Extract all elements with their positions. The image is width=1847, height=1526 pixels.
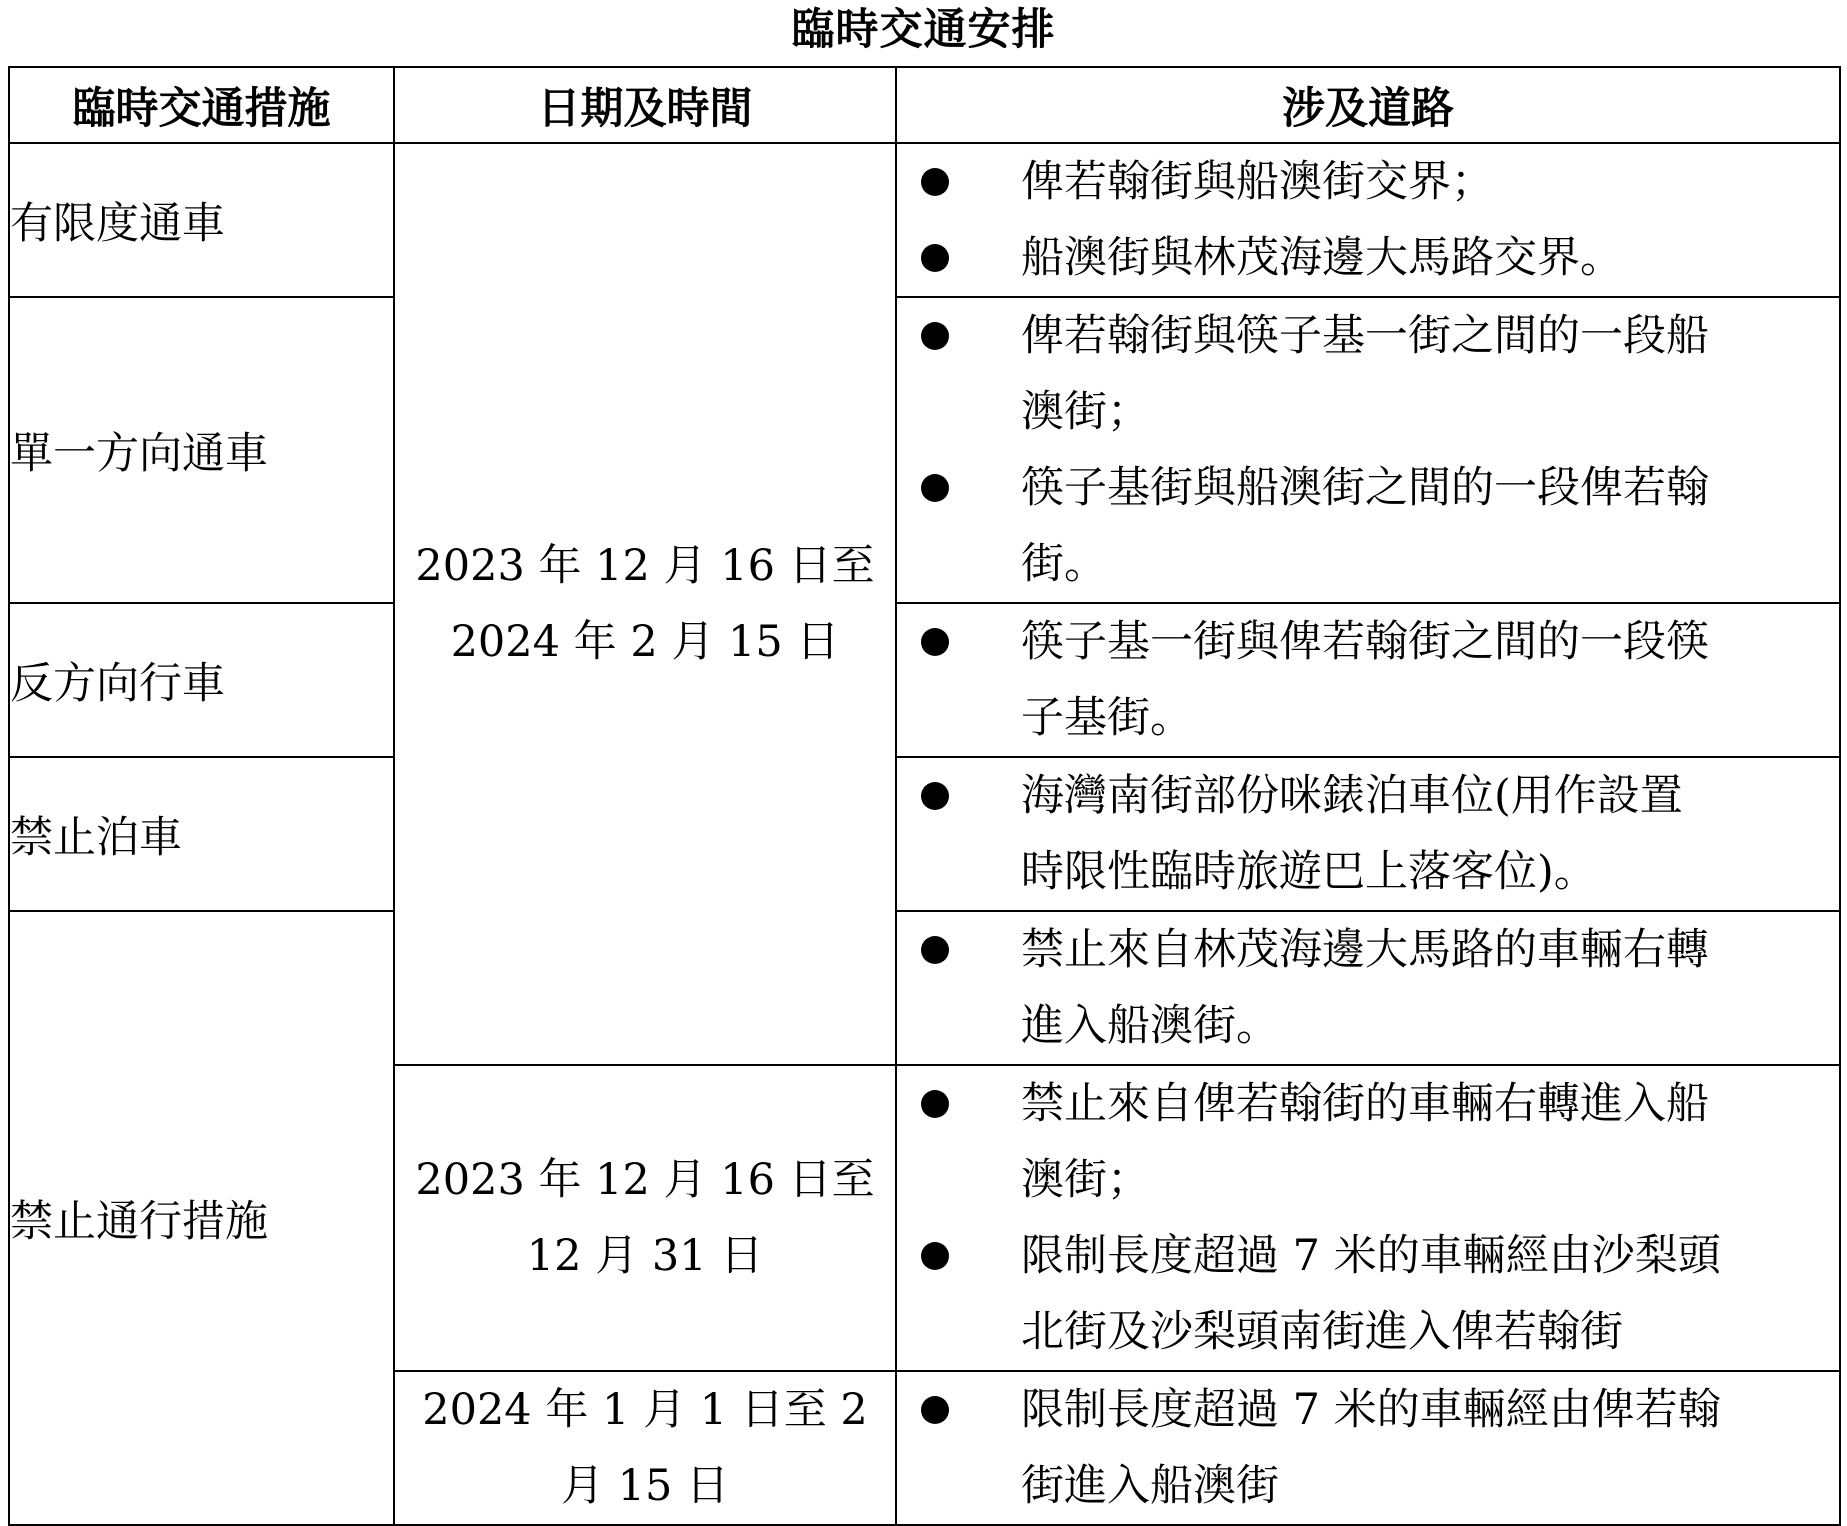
road-item [897,758,1839,910]
table-row [9,911,1840,1065]
roads-cell [896,911,1840,1065]
date-cell-janfeb [394,1371,896,1525]
measure-cell: 禁止通行措施 [9,911,394,1525]
date-line: 2023 年 12 月 16 日至 [415,1155,875,1205]
roads-cell [896,297,1840,603]
measure-cell: 有限度通車 [9,143,394,297]
road-list [897,912,1839,1064]
road-text-line: 海灣南街部份咪錶泊車位(用作設置 [1021,771,1683,821]
roads-cell [896,1065,1840,1371]
header-measure: 臨時交通措施 [9,67,394,143]
measure-cell: 單一方向通車 [9,297,394,603]
road-text-line: 澳街； [1021,1155,1150,1205]
roads-cell [896,603,1840,757]
road-text: 船澳街與林茂海邊大馬路交界。 [1021,233,1623,283]
road-text-line: 俾若翰街與筷子基一街之間的一段船 [1021,311,1709,361]
road-text-line: 進入船澳街。 [1021,1001,1279,1051]
header-row [9,67,1840,143]
bullet-icon [921,474,949,502]
road-text-line: 北街及沙梨頭南街進入俾若翰街 [1021,1307,1623,1357]
roads-cell [896,1371,1840,1525]
bullet-icon [921,1396,949,1424]
road-item [897,912,1839,1064]
bullet-icon [921,168,949,196]
road-list [897,604,1839,756]
roads-cell [896,143,1840,297]
bullet-icon [921,782,949,810]
road-text-line: 街。 [1021,539,1107,589]
document-title: 臨時交通安排 [791,5,1056,55]
header-datetime: 日期及時間 [394,67,896,143]
header-roads: 涉及道路 [896,67,1840,143]
road-list [897,758,1839,910]
road-text-line: 街進入船澳街 [1021,1461,1279,1511]
measure-cell: 禁止泊車 [9,757,394,911]
road-text-line: 筷子基街與船澳街之間的一段俾若翰 [1021,463,1709,513]
date-cell-dec [394,1065,896,1371]
table-row [9,757,1840,911]
date-line: 2023 年 12 月 16 日至 [415,541,875,591]
road-text-line: 限制長度超過 7 米的車輛經由俾若翰 [1021,1385,1721,1435]
road-item [897,604,1839,756]
road-text: 俾若翰街與船澳街交界； [1021,157,1494,207]
bullet-icon [921,322,949,350]
road-item [897,144,1839,220]
road-text-line: 時限性臨時旅遊巴上落客位)。 [1021,847,1597,897]
road-item [897,450,1839,602]
road-item [897,1218,1839,1370]
road-list [897,298,1839,602]
table-row [9,297,1840,603]
road-item [897,298,1839,450]
date-cell-main [394,143,896,1065]
road-text-line: 子基街。 [1021,693,1193,743]
road-text-line: 禁止來自林茂海邊大馬路的車輛右轉 [1021,925,1709,975]
road-text-line: 澳街； [1021,387,1150,437]
road-text-line: 限制長度超過 7 米的車輛經由沙梨頭 [1021,1231,1721,1281]
bullet-icon [921,244,949,272]
date-line: 月 15 日 [560,1461,730,1511]
road-text-line: 禁止來自俾若翰街的車輛右轉進入船 [1021,1079,1709,1129]
road-item [897,1066,1839,1218]
date-line: 12 月 31 日 [526,1231,764,1281]
bullet-icon [921,1242,949,1270]
date-line: 2024 年 2 月 15 日 [450,617,840,667]
roads-cell [896,757,1840,911]
table-row [9,603,1840,757]
road-list [897,144,1839,296]
road-list [897,1066,1839,1370]
date-line: 2024 年 1 月 1 日至 2 [422,1385,868,1435]
road-item [897,1372,1839,1524]
bullet-icon [921,936,949,964]
road-text-line: 筷子基一街與俾若翰街之間的一段筷 [1021,617,1709,667]
bullet-icon [921,1090,949,1118]
road-item [897,220,1839,296]
traffic-arrangement-table [8,66,1841,1526]
road-list [897,1372,1839,1524]
measure-cell: 反方向行車 [9,603,394,757]
table-row [9,143,1840,297]
bullet-icon [921,628,949,656]
